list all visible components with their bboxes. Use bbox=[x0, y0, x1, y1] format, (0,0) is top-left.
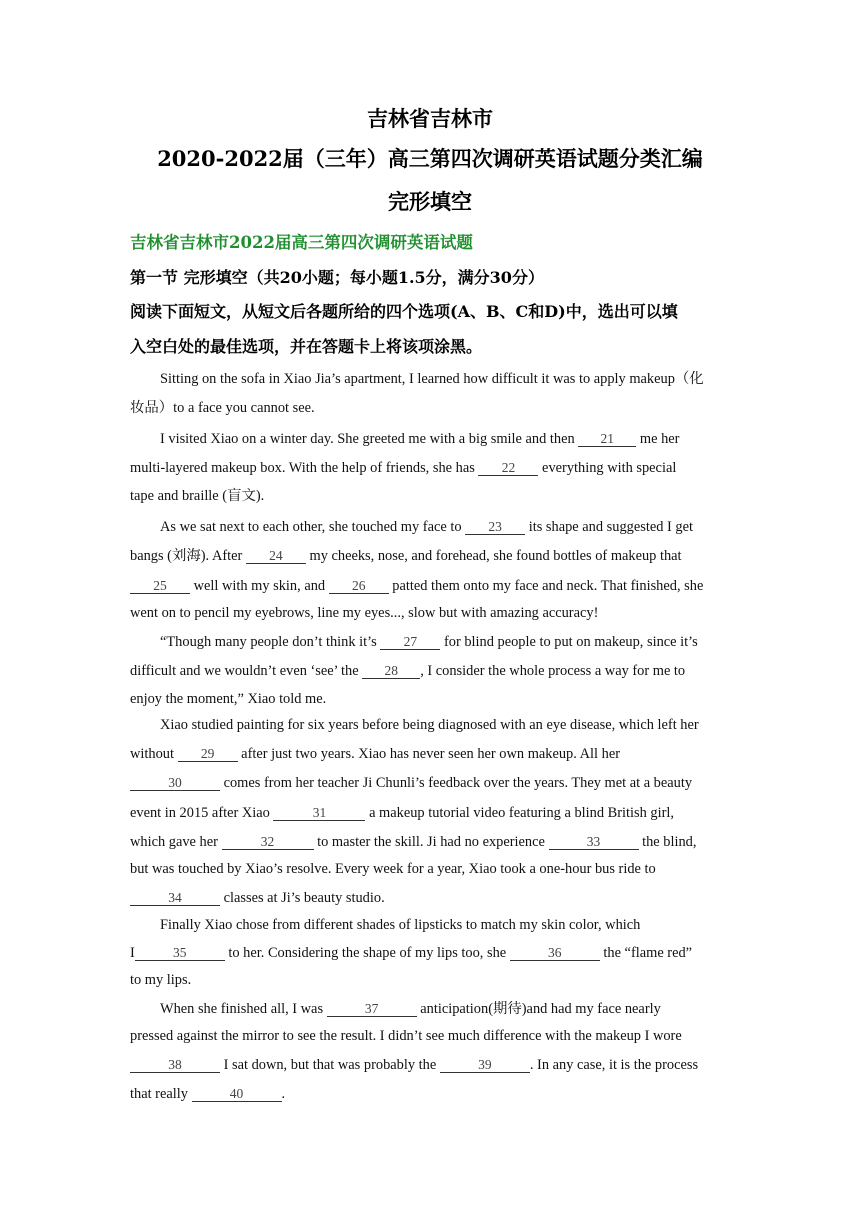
blank-32: 32 bbox=[222, 834, 314, 850]
blank-37: 37 bbox=[327, 1001, 417, 1017]
passage-line: multi-layered makeup box. With the help of friends, she has 22 everything with special bbox=[130, 460, 677, 476]
blank-30: 30 bbox=[130, 775, 220, 791]
blank-25: 25 bbox=[130, 578, 190, 594]
blank-39: 39 bbox=[440, 1057, 530, 1073]
blank-22: 22 bbox=[478, 460, 538, 476]
passage-line: 34 classes at Ji’s beauty studio. bbox=[130, 890, 385, 906]
passage-line: without 29 after just two years. Xiao has never seen her own makeup. All her bbox=[130, 746, 621, 762]
passage-line: bangs (刘海). After 24 my cheeks, nose, and forehead, she found bottles of makeup that bbox=[130, 548, 682, 564]
passage-line: I visited Xiao on a winter day. She greeted me with a big smile and then 21 me her bbox=[160, 431, 680, 447]
passage-line: As we sat next to each other, she touched my face to 23 its shape and suggested I get bbox=[160, 519, 693, 535]
passage-line: I 35 to her. Considering the shape of my lips too, she 36 the “flame red” bbox=[130, 945, 693, 961]
passage-line: Xiao studied painting for six years before being diagnosed with an eye disease, which left her bbox=[160, 717, 699, 733]
blank-28: 28 bbox=[362, 663, 420, 679]
blank-23: 23 bbox=[465, 519, 525, 535]
header-province-city: 吉林省吉林市 bbox=[367, 106, 493, 131]
passage-line: which gave her 32 to master the skill. Ji had no experience 33 the blind, bbox=[130, 834, 697, 850]
passage-line: 妆品）to a face you cannot see. bbox=[130, 400, 315, 416]
passage-line: Sitting on the sofa in Xiao Jia’s apartment, I learned how difficult it was to apply makeup（化 bbox=[160, 371, 704, 387]
passage-line: pressed against the mirror to see the result. I didn’t see much difference with the makeup I wore bbox=[130, 1028, 682, 1044]
passage-line: “Though many people don’t think it’s 27 for blind people to put on makeup, since it’s bbox=[160, 634, 698, 650]
instructions-line-2: 入空白处的最佳选项，并在答题卡上将该项涂黑。 bbox=[130, 337, 483, 356]
passage-line: but was touched by Xiao’s resolve. Every week for a year, Xiao took a one-hour bus ride to bbox=[130, 861, 656, 877]
instructions-line-1: 阅读下面短文，从短文后各题所给的四个选项(A、B、C和D)中，选出可以填 bbox=[130, 302, 678, 321]
passage-line: that really 40 . bbox=[130, 1086, 286, 1102]
blank-26: 26 bbox=[329, 578, 389, 594]
passage-line: 25 well with my skin, and 26 patted them onto my face and neck. That finished, she bbox=[130, 578, 703, 594]
header-collection-title: 2020-2022届（三年）高三第四次调研英语试题分类汇编 bbox=[157, 146, 703, 171]
passage-line: event in 2015 after Xiao 31 a makeup tutorial video featuring a blind British girl, bbox=[130, 805, 674, 821]
blank-29: 29 bbox=[178, 746, 238, 762]
part-title: 第一节 完形填空（共20小题；每小题1.5分，满分30分） bbox=[130, 268, 544, 287]
blank-34: 34 bbox=[130, 890, 220, 906]
blank-27: 27 bbox=[380, 634, 440, 650]
passage-line: enjoy the moment,” Xiao told me. bbox=[130, 691, 327, 707]
passage-line: When she finished all, I was 37 anticipation(期待)and had my face nearly bbox=[160, 1001, 661, 1017]
header-topic: 完形填空 bbox=[388, 189, 472, 214]
passage-line: difficult and we wouldn’t even ‘see’ the 28 , I consider the whole process a way for me to bbox=[130, 663, 686, 679]
passage-line: to my lips. bbox=[130, 972, 192, 988]
passage-line: 30 comes from her teacher Ji Chunli’s feedback over the years. They met at a beauty bbox=[130, 775, 692, 791]
blank-24: 24 bbox=[246, 548, 306, 564]
blank-31: 31 bbox=[273, 805, 365, 821]
blank-36: 36 bbox=[510, 945, 600, 961]
blank-38: 38 bbox=[130, 1057, 220, 1073]
passage-line: 38 I sat down, but that was probably the 39 . In any case, it is the process bbox=[130, 1057, 698, 1073]
passage-line: Finally Xiao chose from different shades of lipsticks to match my skin color, which bbox=[160, 917, 641, 933]
exam-section-title: 吉林省吉林市2022届高三第四次调研英语试题 bbox=[130, 233, 473, 252]
passage-line: went on to pencil my eyebrows, line my eyes..., slow but with amazing accuracy! bbox=[130, 605, 599, 621]
blank-35: 35 bbox=[135, 945, 225, 961]
passage-line: tape and braille (盲文). bbox=[130, 488, 265, 504]
blank-40: 40 bbox=[192, 1086, 282, 1102]
blank-33: 33 bbox=[549, 834, 639, 850]
blank-21: 21 bbox=[578, 431, 636, 447]
